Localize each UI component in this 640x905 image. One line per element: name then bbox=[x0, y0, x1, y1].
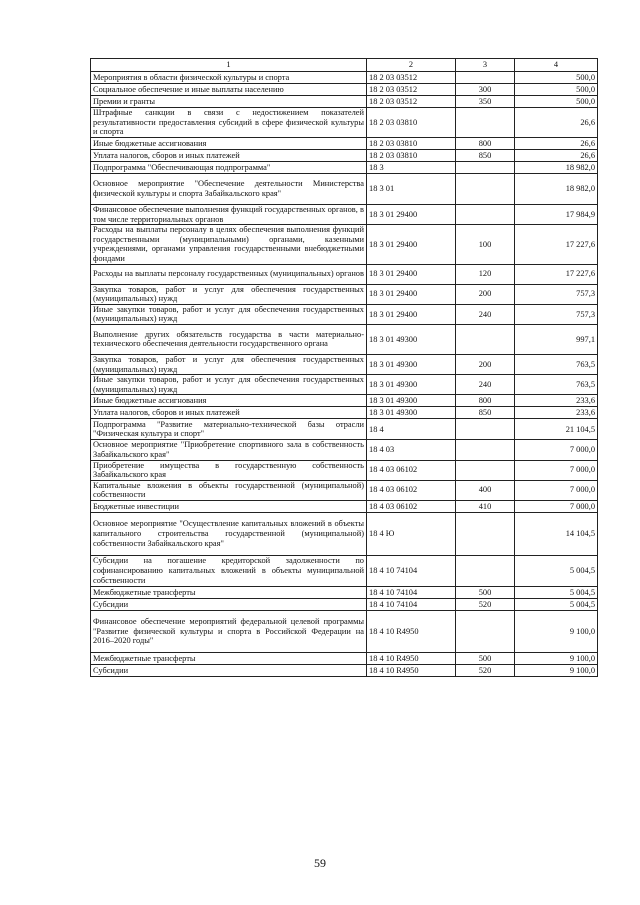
row-type-cell bbox=[456, 162, 515, 174]
row-type-cell bbox=[456, 205, 515, 225]
row-code-cell: 18 3 01 49300 bbox=[367, 354, 456, 374]
table-row bbox=[91, 72, 598, 84]
row-amount-cell: 18 982,0 bbox=[515, 162, 598, 174]
budget-table bbox=[90, 58, 598, 677]
row-amount-cell: 500,0 bbox=[515, 96, 598, 108]
row-name-cell: Межбюджетные трансферты bbox=[91, 652, 367, 664]
row-amount-cell: 14 104,5 bbox=[515, 512, 598, 555]
row-amount-cell: 7 000,0 bbox=[515, 500, 598, 512]
row-code-cell: 18 3 01 29400 bbox=[367, 284, 456, 304]
row-code-cell: 18 3 01 49300 bbox=[367, 407, 456, 419]
row-code-cell: 18 2 03 03810 bbox=[367, 150, 456, 162]
row-name-cell: Расходы на выплаты персоналу государственных (муниципальных) органов bbox=[91, 264, 367, 284]
table-row bbox=[91, 174, 598, 205]
table-row bbox=[91, 162, 598, 174]
row-code-cell: 18 4 10 R4950 bbox=[367, 664, 456, 676]
row-code-cell: 18 4 10 R4950 bbox=[367, 610, 456, 652]
row-type-cell bbox=[456, 419, 515, 440]
row-type-cell: 300 bbox=[456, 84, 515, 96]
row-type-cell: 240 bbox=[456, 375, 515, 395]
row-name-cell: Субсидии на погашение кредиторской задолженности по софинансированию капитальных вложений в объекты муниципальной собственности bbox=[91, 555, 367, 586]
row-code-cell: 18 3 01 49300 bbox=[367, 375, 456, 395]
table-row bbox=[91, 138, 598, 150]
table-row bbox=[91, 419, 598, 440]
table-row bbox=[91, 354, 598, 374]
row-name-cell: Межбюджетные трансферты bbox=[91, 586, 367, 598]
row-amount-cell: 7 000,0 bbox=[515, 480, 598, 500]
table-row bbox=[91, 205, 598, 225]
row-amount-cell: 17 227,6 bbox=[515, 264, 598, 284]
row-name-cell: Расходы на выплаты персоналу в целях обеспечения выполнения функций государственными (муниципальными) органами, казенными учреждениями, органами управления государственными внебюджетными фондами bbox=[91, 225, 367, 264]
row-code-cell: 18 4 03 06102 bbox=[367, 460, 456, 480]
row-name-cell: Социальное обеспечение и иные выплаты населению bbox=[91, 84, 367, 96]
page-number: 59 bbox=[314, 856, 326, 870]
table-row bbox=[91, 598, 598, 610]
row-amount-cell: 9 100,0 bbox=[515, 664, 598, 676]
table-row bbox=[91, 652, 598, 664]
row-amount-cell: 7 000,0 bbox=[515, 440, 598, 460]
table-header-row bbox=[91, 59, 598, 72]
row-name-cell: Штрафные санкции в связи с недостижением показателей результативности предоставления субсидий в сфере физической культуры и спорта bbox=[91, 108, 367, 138]
row-type-cell: 520 bbox=[456, 598, 515, 610]
row-type-cell bbox=[456, 555, 515, 586]
table-row bbox=[91, 324, 598, 354]
table-row bbox=[91, 460, 598, 480]
row-type-cell: 520 bbox=[456, 664, 515, 676]
table-row bbox=[91, 108, 598, 138]
row-amount-cell: 7 000,0 bbox=[515, 460, 598, 480]
row-name-cell: Основное мероприятие "Осуществление капитальных вложений в объекты капитального строительства государственной (муниципальной) собственности Забайкальского края" bbox=[91, 512, 367, 555]
row-code-cell: 18 2 03 03512 bbox=[367, 72, 456, 84]
row-type-cell bbox=[456, 72, 515, 84]
column-header-type: 3 bbox=[456, 59, 515, 72]
row-name-cell: Иные закупки товаров, работ и услуг для обеспечения государственных (муниципальных) нужд bbox=[91, 375, 367, 395]
row-amount-cell: 17 984,9 bbox=[515, 205, 598, 225]
row-amount-cell: 5 004,5 bbox=[515, 555, 598, 586]
row-code-cell: 18 4 10 74104 bbox=[367, 555, 456, 586]
row-type-cell: 500 bbox=[456, 652, 515, 664]
row-amount-cell: 233,6 bbox=[515, 407, 598, 419]
row-amount-cell: 26,6 bbox=[515, 138, 598, 150]
row-name-cell: Уплата налогов, сборов и иных платежей bbox=[91, 407, 367, 419]
table-row bbox=[91, 284, 598, 304]
row-amount-cell: 21 104,5 bbox=[515, 419, 598, 440]
row-name-cell: Выполнение других обязательств государства в части материально-технического обеспечения деятельности государственного органа bbox=[91, 324, 367, 354]
row-name-cell: Финансовое обеспечение мероприятий федеральной целевой программы "Развитие физической культуры и спорта в Российской Федерации на 2016–2020 годы" bbox=[91, 610, 367, 652]
table-row bbox=[91, 440, 598, 460]
row-type-cell: 350 bbox=[456, 96, 515, 108]
row-type-cell bbox=[456, 108, 515, 138]
row-amount-cell: 18 982,0 bbox=[515, 174, 598, 205]
row-amount-cell: 763,5 bbox=[515, 375, 598, 395]
row-amount-cell: 233,6 bbox=[515, 395, 598, 407]
row-amount-cell: 9 100,0 bbox=[515, 652, 598, 664]
row-name-cell: Премии и гранты bbox=[91, 96, 367, 108]
row-name-cell: Подпрограмма "Обеспечивающая подпрограмма" bbox=[91, 162, 367, 174]
row-code-cell: 18 3 01 29400 bbox=[367, 264, 456, 284]
row-type-cell: 800 bbox=[456, 138, 515, 150]
row-code-cell: 18 4 10 R4950 bbox=[367, 652, 456, 664]
row-name-cell: Капитальные вложения в объекты государственной (муниципальной) собственности bbox=[91, 480, 367, 500]
row-code-cell: 18 2 03 03810 bbox=[367, 108, 456, 138]
row-name-cell: Подпрограмма "Развитие материально-технической базы отрасли "Физическая культура и спорт" bbox=[91, 419, 367, 440]
row-code-cell: 18 4 03 06102 bbox=[367, 480, 456, 500]
row-amount-cell: 500,0 bbox=[515, 72, 598, 84]
row-name-cell: Закупка товаров, работ и услуг для обеспечения государственных (муниципальных) нужд bbox=[91, 354, 367, 374]
row-type-cell: 410 bbox=[456, 500, 515, 512]
table-body bbox=[91, 72, 598, 677]
table-row bbox=[91, 96, 598, 108]
row-type-cell bbox=[456, 440, 515, 460]
row-type-cell bbox=[456, 324, 515, 354]
row-code-cell: 18 3 bbox=[367, 162, 456, 174]
row-code-cell: 18 3 01 49300 bbox=[367, 395, 456, 407]
table-row bbox=[91, 264, 598, 284]
table-row bbox=[91, 610, 598, 652]
row-code-cell: 18 3 01 29400 bbox=[367, 304, 456, 324]
column-header-code: 2 bbox=[367, 59, 456, 72]
row-name-cell: Закупка товаров, работ и услуг для обеспечения государственных (муниципальных) нужд bbox=[91, 284, 367, 304]
table-row bbox=[91, 304, 598, 324]
row-code-cell: 18 2 03 03512 bbox=[367, 84, 456, 96]
column-header-name: 1 bbox=[91, 59, 367, 72]
row-amount-cell: 5 004,5 bbox=[515, 598, 598, 610]
table-row bbox=[91, 480, 598, 500]
row-code-cell: 18 3 01 29400 bbox=[367, 225, 456, 264]
row-amount-cell: 757,3 bbox=[515, 304, 598, 324]
row-code-cell: 18 4 Ю bbox=[367, 512, 456, 555]
row-type-cell: 100 bbox=[456, 225, 515, 264]
table-row bbox=[91, 395, 598, 407]
row-type-cell: 120 bbox=[456, 264, 515, 284]
column-header-amount: 4 bbox=[515, 59, 598, 72]
table-row bbox=[91, 375, 598, 395]
table-row bbox=[91, 500, 598, 512]
row-amount-cell: 26,6 bbox=[515, 108, 598, 138]
row-type-cell: 200 bbox=[456, 284, 515, 304]
row-name-cell: Мероприятия в области физической культуры и спорта bbox=[91, 72, 367, 84]
row-name-cell: Субсидии bbox=[91, 598, 367, 610]
table-row bbox=[91, 407, 598, 419]
row-amount-cell: 500,0 bbox=[515, 84, 598, 96]
table-row bbox=[91, 664, 598, 676]
row-amount-cell: 9 100,0 bbox=[515, 610, 598, 652]
table-row bbox=[91, 225, 598, 264]
row-code-cell: 18 2 03 03810 bbox=[367, 138, 456, 150]
row-code-cell: 18 4 03 bbox=[367, 440, 456, 460]
row-type-cell bbox=[456, 460, 515, 480]
row-name-cell: Субсидии bbox=[91, 664, 367, 676]
row-name-cell: Приобретение имущества в государственную собственность Забайкальского края bbox=[91, 460, 367, 480]
row-code-cell: 18 2 03 03512 bbox=[367, 96, 456, 108]
table-row bbox=[91, 150, 598, 162]
row-type-cell: 240 bbox=[456, 304, 515, 324]
row-code-cell: 18 4 10 74104 bbox=[367, 598, 456, 610]
row-code-cell: 18 3 01 29400 bbox=[367, 205, 456, 225]
row-type-cell: 850 bbox=[456, 150, 515, 162]
row-amount-cell: 763,5 bbox=[515, 354, 598, 374]
row-code-cell: 18 4 03 06102 bbox=[367, 500, 456, 512]
table-row bbox=[91, 512, 598, 555]
row-name-cell: Уплата налогов, сборов и иных платежей bbox=[91, 150, 367, 162]
table-row bbox=[91, 555, 598, 586]
table-row bbox=[91, 586, 598, 598]
row-type-cell bbox=[456, 174, 515, 205]
row-name-cell: Иные закупки товаров, работ и услуг для обеспечения государственных (муниципальных) нужд bbox=[91, 304, 367, 324]
row-type-cell: 800 bbox=[456, 395, 515, 407]
table-row bbox=[91, 84, 598, 96]
row-code-cell: 18 4 10 74104 bbox=[367, 586, 456, 598]
row-type-cell: 200 bbox=[456, 354, 515, 374]
row-type-cell: 500 bbox=[456, 586, 515, 598]
row-type-cell: 850 bbox=[456, 407, 515, 419]
row-type-cell bbox=[456, 610, 515, 652]
row-code-cell: 18 4 bbox=[367, 419, 456, 440]
row-name-cell: Бюджетные инвестиции bbox=[91, 500, 367, 512]
row-name-cell: Иные бюджетные ассигнования bbox=[91, 395, 367, 407]
row-amount-cell: 26,6 bbox=[515, 150, 598, 162]
row-type-cell bbox=[456, 512, 515, 555]
row-name-cell: Финансовое обеспечение выполнения функций государственных органов, в том числе территориальных органов bbox=[91, 205, 367, 225]
row-amount-cell: 757,3 bbox=[515, 284, 598, 304]
row-name-cell: Основное мероприятие "Приобретение спортивного зала в собственность Забайкальского края" bbox=[91, 440, 367, 460]
row-name-cell: Основное мероприятие "Обеспечение деятельности Министерства физической культуры и спорта Забайкальского края" bbox=[91, 174, 367, 205]
row-name-cell: Иные бюджетные ассигнования bbox=[91, 138, 367, 150]
row-code-cell: 18 3 01 49300 bbox=[367, 324, 456, 354]
row-type-cell: 400 bbox=[456, 480, 515, 500]
row-amount-cell: 5 004,5 bbox=[515, 586, 598, 598]
row-code-cell: 18 3 01 bbox=[367, 174, 456, 205]
row-amount-cell: 17 227,6 bbox=[515, 225, 598, 264]
row-amount-cell: 997,1 bbox=[515, 324, 598, 354]
